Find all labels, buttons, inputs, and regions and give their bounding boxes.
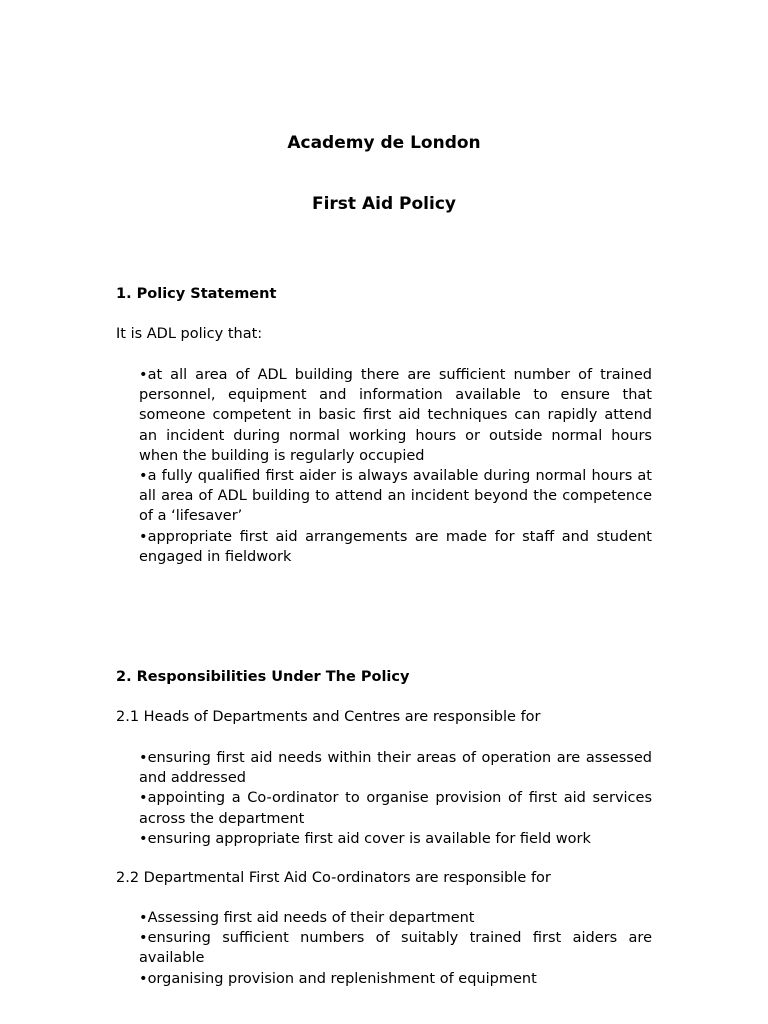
bullet-icon: •	[139, 790, 148, 807]
list-item	[139, 969, 652, 989]
list-item	[139, 829, 652, 849]
section-2-1-bullet-list	[139, 748, 652, 849]
list-item	[139, 466, 652, 527]
section-1-bullet-list	[139, 365, 652, 567]
org-title: Academy de London	[287, 133, 481, 153]
list-item	[139, 908, 652, 928]
list-item	[139, 365, 652, 466]
bullet-icon: •	[139, 830, 148, 847]
list-item-text: organising provision and replenishment of equipment	[147, 970, 537, 987]
section-1-intro: It is ADL policy that:	[116, 326, 263, 342]
section-2-2-bullet-list	[139, 908, 652, 989]
section-2-2-intro: 2.2 Departmental First Aid Co-ordinators are responsible for	[116, 870, 551, 886]
list-item-text: ensuring appropriate first aid cover is available for field work	[147, 830, 591, 847]
list-item-text: appointing a Co-ordinator to organise provision of first aid services across the department	[139, 790, 652, 827]
section-1-heading: 1. Policy Statement	[116, 286, 277, 302]
bullet-icon: •	[139, 910, 148, 926]
list-item-text: ensuring first aid needs within their areas of operation are assessed and addressed	[139, 750, 652, 787]
list-item-text: Assessing first aid needs of their department	[147, 910, 475, 926]
list-item	[139, 788, 652, 828]
section-2-1-intro: 2.1 Heads of Departments and Centres are responsible for	[116, 709, 541, 725]
list-item-text: ensuring sufficient numbers of suitably trained first aiders are available	[139, 930, 652, 967]
policy-title: First Aid Policy	[311, 194, 456, 214]
bullet-icon: •	[139, 468, 148, 485]
bullet-icon: •	[139, 367, 148, 383]
list-item-text: appropriate first aid arrangements are made for staff and student engaged in fieldwork	[139, 528, 652, 565]
list-item	[139, 748, 652, 788]
section-2-heading: 2. Responsibilities Under The Policy	[116, 669, 410, 685]
list-item-text: at all area of ADL building there are sufficient number of trained personnel, equipment and information available to ensure that someone competent in basic first aid techniques can rapidly attend an incident during normal working hours or outside normal hours when the building is regularly occupied	[139, 367, 652, 464]
bullet-icon: •	[139, 970, 148, 987]
list-item	[139, 527, 652, 567]
list-item	[139, 928, 652, 968]
bullet-icon: •	[139, 930, 148, 947]
list-item-text: a fully qualified first aider is always available during normal hours at all area of ADL building to attend an incident beyond the competence of a ‘lifesaver’	[139, 468, 652, 525]
bullet-icon: •	[139, 528, 148, 545]
bullet-icon: •	[139, 750, 148, 766]
